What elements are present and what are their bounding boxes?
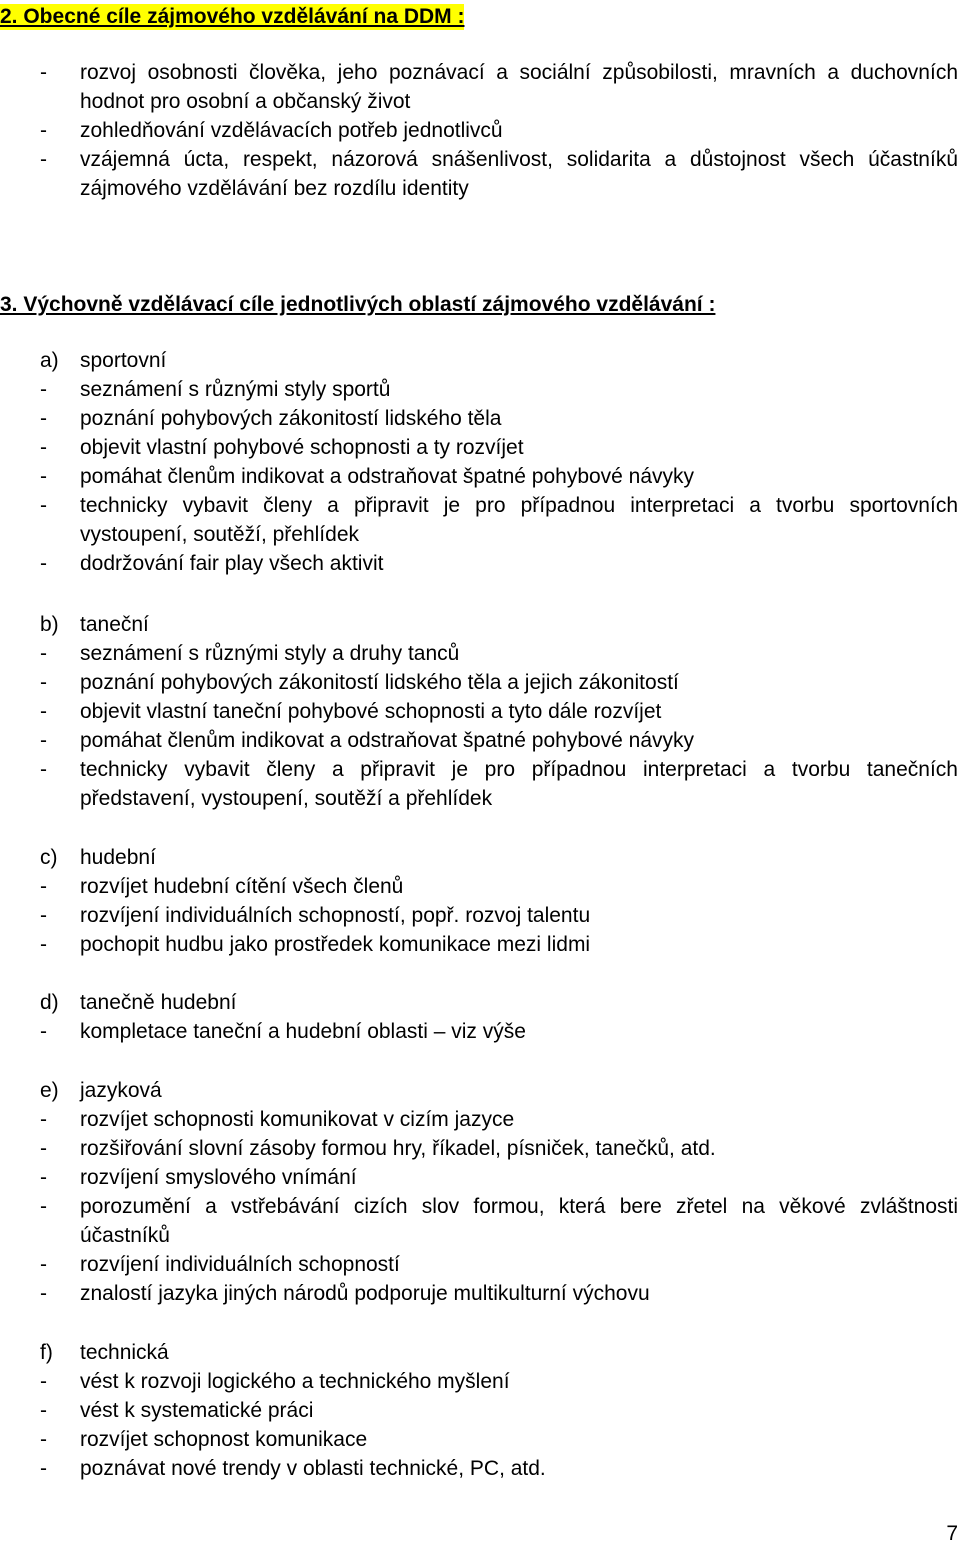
group-tanecne-hudebni — [40, 988, 958, 1046]
list-item: - rozvoj osobnosti člověka, jeho poznávací a sociální způsobilosti, mravních a duchovních hodnot pro osobní a občanský život — [40, 61, 958, 113]
group-sportovni — [40, 346, 958, 578]
section-3-heading: 3. Výchovně vzdělávací cíle jednotlivých oblastí zájmového vzdělávání : — [0, 293, 716, 316]
list-item: - vzájemná úcta, respekt, názorová snášenlivost, solidarita a důstojnost všech účastníků zájmového vzdělávání bez rozdílu identity — [40, 148, 958, 200]
group-title: f) technická — [40, 1341, 169, 1364]
list-item: - rozšiřování slovní zásoby formou hry, říkadel, písniček, tanečků, atd. — [40, 1137, 716, 1160]
list-item: - porozumění a vstřebávání cizích slov formou, která bere zřetel na věkové zvláštnosti účastníků — [40, 1195, 958, 1247]
list-item: - seznámení s různými styly a druhy tanců — [40, 642, 460, 665]
list-item: - poznání pohybových zákonitostí lidského těla a jejich zákonitostí — [40, 671, 679, 694]
section-2-title: 2. Obecné cíle zájmového vzdělávání na DDM : — [0, 5, 465, 28]
list-item: - dodržování fair play všech aktivit — [40, 552, 384, 575]
list-item: - rozvíjení smyslového vnímání — [40, 1166, 357, 1189]
list-item: - pomáhat členům indikovat a odstraňovat špatné pohybové návyky — [40, 465, 695, 488]
list-item: - objevit vlastní pohybové schopnosti a ty rozvíjet — [40, 436, 524, 459]
list-item: - objevit vlastní taneční pohybové schopnosti a tyto dále rozvíjet — [40, 700, 662, 723]
group-title: d) tanečně hudební — [40, 991, 237, 1014]
list-item: - rozvíjení individuálních schopností — [40, 1253, 400, 1276]
group-technicka — [40, 1338, 958, 1483]
group-title: a) sportovní — [40, 349, 167, 372]
list-item: - pomáhat členům indikovat a odstraňovat špatné pohybové návyky — [40, 729, 695, 752]
list-item: - technicky vybavit členy a připravit je pro případnou interpretaci a tvorbu tanečních představení, vystoupení, soutěží a přehlídek — [40, 758, 958, 810]
list-item: - poznání pohybových zákonitostí lidského těla — [40, 407, 502, 430]
list-item: - vést k systematické práci — [40, 1399, 314, 1422]
group-hudebni — [40, 843, 958, 959]
list-item: - vést k rozvoji logického a technického myšlení — [40, 1370, 510, 1393]
group-title: e) jazyková — [40, 1079, 162, 1102]
section-2-list — [40, 58, 958, 203]
list-item: - znalostí jazyka jiných národů podporuje multikulturní výchovu — [40, 1282, 650, 1305]
list-item: - rozvíjet schopnost komunikace — [40, 1428, 368, 1451]
section-2-heading — [0, 5, 560, 29]
page-number: 7 — [946, 1522, 958, 1545]
list-item: - poznávat nové trendy v oblasti technické, PC, atd. — [40, 1457, 546, 1480]
group-tanecni — [40, 610, 958, 813]
list-item: - rozvíjet hudební cítění všech členů — [40, 875, 404, 898]
list-item: - zohledňování vzdělávacích potřeb jednotlivců — [40, 119, 503, 142]
group-jazykova — [40, 1076, 958, 1308]
list-item: - seznámení s různými styly sportů — [40, 378, 391, 401]
group-title: c) hudební — [40, 846, 156, 869]
list-item: - technicky vybavit členy a připravit je pro případnou interpretaci a tvorbu sportovních vystoupení, soutěží, přehlídek — [40, 494, 958, 546]
list-item: - rozvíjet schopnosti komunikovat v cizím jazyce — [40, 1108, 515, 1131]
list-item: - pochopit hudbu jako prostředek komunikace mezi lidmi — [40, 933, 591, 956]
list-item: - rozvíjení individuálních schopností, popř. rozvoj talentu — [40, 904, 591, 927]
list-item: - kompletace taneční a hudební oblasti – viz výše — [40, 1020, 526, 1043]
group-title: b) taneční — [40, 613, 149, 636]
